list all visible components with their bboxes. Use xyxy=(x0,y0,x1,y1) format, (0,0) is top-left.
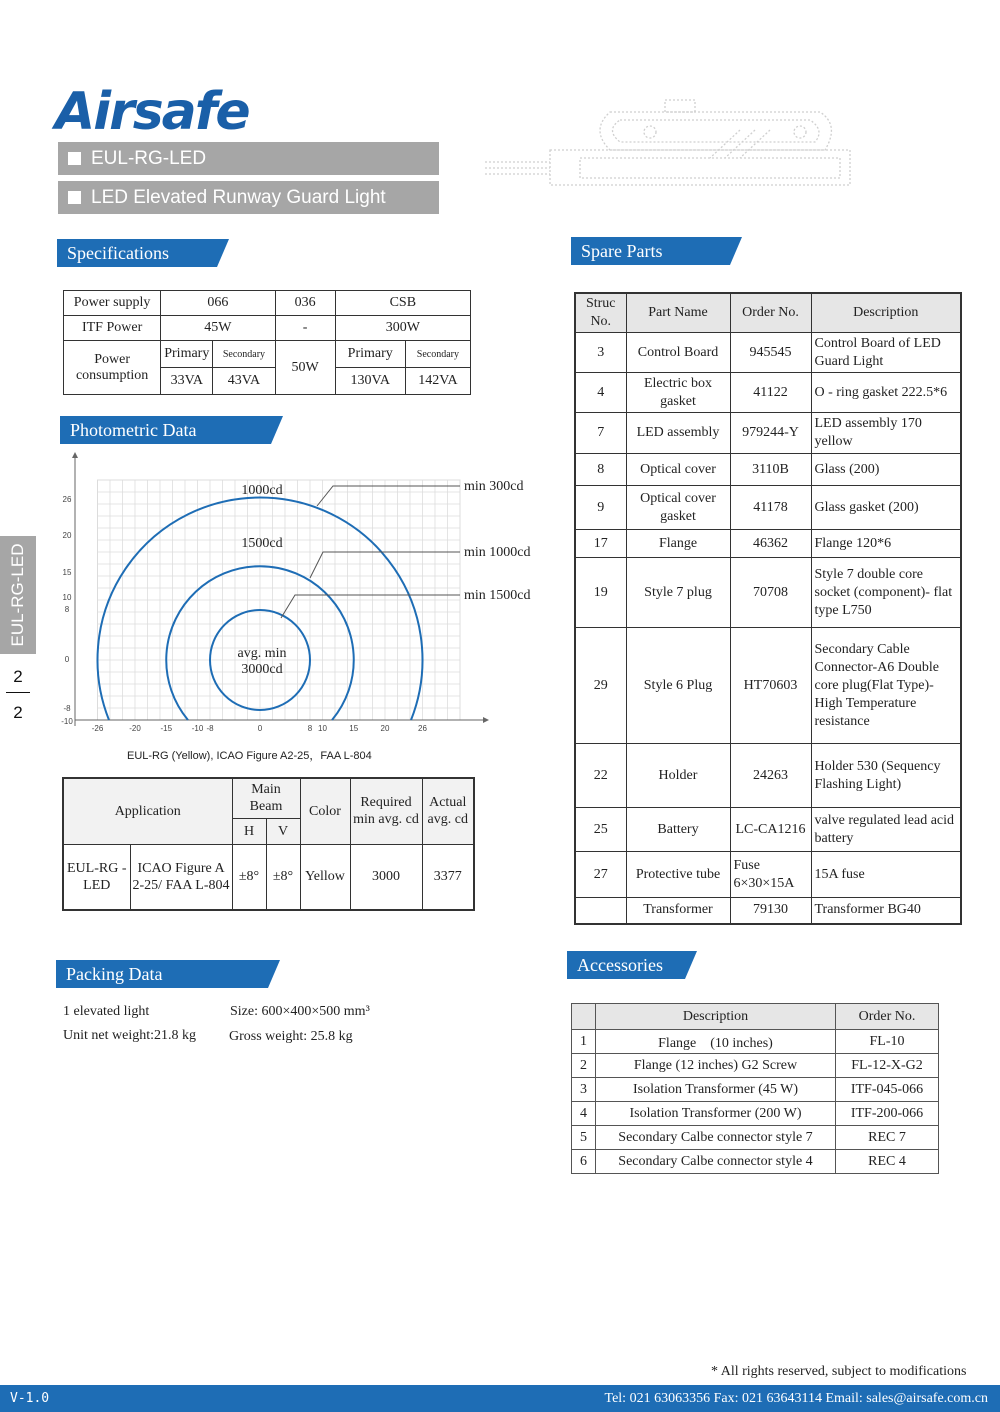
x-tick-label: -26 xyxy=(91,724,104,733)
table-cell: 29 xyxy=(575,628,626,744)
table-cell: 41122 xyxy=(730,373,811,413)
table-cell: Transformer BG40 xyxy=(811,898,961,924)
table-header: V xyxy=(266,818,300,844)
table-cell: Flange (12 inches) G2 Screw xyxy=(596,1054,836,1078)
version-label: V-1.0 xyxy=(10,1391,50,1406)
table-header: Part Name xyxy=(626,293,730,333)
table-cell: 43VA xyxy=(213,368,275,395)
table-cell: Control Board xyxy=(626,333,730,373)
table-cell: Battery xyxy=(626,808,730,852)
table-cell: Secondary Calbe connector style 7 xyxy=(596,1126,836,1150)
x-tick-label: 20 xyxy=(380,724,390,733)
section-header-spare-parts xyxy=(571,237,742,265)
packing-line-net-weight: Unit net weight:21.8 kg xyxy=(63,1028,196,1043)
table-cell: 4 xyxy=(575,373,626,413)
title-bar-product xyxy=(58,181,439,214)
contact-info: Tel: 021 63063356 Fax: 021 63643114 Email: sales@airsafe.com.cn xyxy=(604,1391,988,1406)
table-row xyxy=(575,333,961,373)
table-cell: ±8° xyxy=(232,844,266,910)
table-cell: Electric box gasket xyxy=(626,373,730,413)
table-cell: HT70603 xyxy=(730,628,811,744)
table-cell: 945545 xyxy=(730,333,811,373)
table-row xyxy=(575,454,961,486)
table-row xyxy=(572,1126,939,1150)
table-cell: Transformer xyxy=(626,898,730,924)
table-cell: Yellow xyxy=(300,844,350,910)
x-tick-label: 8 xyxy=(307,724,313,733)
table-header: Required min avg. cd xyxy=(350,778,422,844)
table-cell: ±8° xyxy=(266,844,300,910)
y-tick-label: 26 xyxy=(62,495,72,504)
table-row xyxy=(572,1102,939,1126)
x-tick-label: 0 xyxy=(257,724,263,733)
table-row xyxy=(575,852,961,898)
table-cell: 2 xyxy=(572,1054,596,1078)
table-cell: ITF-045-066 xyxy=(836,1078,939,1102)
table-row xyxy=(575,373,961,413)
table-header: Description xyxy=(596,1004,836,1030)
table-cell: 50W xyxy=(275,341,335,395)
table-cell: 3 xyxy=(572,1078,596,1102)
table-cell: 24263 xyxy=(730,744,811,808)
table-cell: 130VA xyxy=(335,368,405,395)
table-header xyxy=(572,1004,596,1030)
table-cell: LC-CA1216 xyxy=(730,808,811,852)
footer-bar xyxy=(0,1385,1000,1412)
table-cell: 3000 xyxy=(350,844,422,910)
product-title: LED Elevated Runway Guard Light xyxy=(91,187,386,208)
table-cell: 33VA xyxy=(161,368,213,395)
table-cell: 15A fuse xyxy=(811,852,961,898)
table-row xyxy=(575,558,961,628)
table-cell: 25 xyxy=(575,808,626,852)
table-row xyxy=(572,1078,939,1102)
packing-line-qty: 1 elevated light xyxy=(63,1004,150,1019)
table-cell: Secondary Cable Connector-A6 Double core plug(Flat Type)-High Temperature resistance xyxy=(811,628,961,744)
square-bullet-icon xyxy=(68,152,81,165)
table-cell: 3 xyxy=(575,333,626,373)
table-cell: Isolation Transformer (200 W) xyxy=(596,1102,836,1126)
spare-parts-table xyxy=(574,292,962,925)
table-header: Application xyxy=(63,778,232,844)
section-header-packing xyxy=(56,960,280,988)
table-row xyxy=(575,413,961,454)
table-row xyxy=(575,486,961,530)
specifications-table xyxy=(63,290,471,395)
contour-label: avg. min xyxy=(237,646,287,661)
table-cell: 8 xyxy=(575,454,626,486)
table-cell: 22 xyxy=(575,744,626,808)
table-cell: FL-12-X-G2 xyxy=(836,1054,939,1078)
table-cell: ICAO Figure A 2-25/ FAA L-804 xyxy=(130,844,232,910)
table-cell: Optical cover gasket xyxy=(626,486,730,530)
table-cell: Primary xyxy=(161,341,213,368)
table-cell: 1 xyxy=(572,1030,596,1054)
section-title: Spare Parts xyxy=(581,241,663,261)
y-tick-label: 20 xyxy=(62,531,72,540)
annotation-label: min 1000cd xyxy=(464,545,531,560)
table-cell: 27 xyxy=(575,852,626,898)
table-cell: 036 xyxy=(275,291,335,316)
table-cell: Protective tube xyxy=(626,852,730,898)
table-cell: Secondary xyxy=(213,341,275,368)
table-cell: ITF-200-066 xyxy=(836,1102,939,1126)
table-row xyxy=(572,1030,939,1054)
square-bullet-icon xyxy=(68,191,81,204)
rights-notice: * All rights reserved, subject to modifications xyxy=(711,1364,967,1379)
table-cell: Glass (200) xyxy=(811,454,961,486)
table-cell: 142VA xyxy=(405,368,470,395)
table-cell: Optical cover xyxy=(626,454,730,486)
table-row xyxy=(575,628,961,744)
application-table xyxy=(62,777,475,911)
table-row xyxy=(63,844,474,910)
x-tick-label: -8 xyxy=(206,724,214,733)
table-cell: 4 xyxy=(572,1102,596,1126)
table-cell: Secondary xyxy=(405,341,470,368)
table-cell: Holder 530 (Sequency Flashing Light) xyxy=(811,744,961,808)
table-cell: Flange (10 inches) xyxy=(596,1030,836,1054)
table-cell: 979244-Y xyxy=(730,413,811,454)
table-cell: 7 xyxy=(575,413,626,454)
table-cell: Style 7 plug xyxy=(626,558,730,628)
x-tick-label: 10 xyxy=(318,724,327,733)
y-tick-label: -10 xyxy=(61,717,73,726)
table-cell: 41178 xyxy=(730,486,811,530)
table-header: Struc No. xyxy=(575,293,626,333)
table-cell: 6 xyxy=(572,1150,596,1174)
table-cell: Secondary Calbe connector style 4 xyxy=(596,1150,836,1174)
table-cell: 17 xyxy=(575,530,626,558)
chart-caption: EUL-RG (Yellow), ICAO Figure A2-25，FAA L-804 xyxy=(127,750,372,762)
table-header: Order No. xyxy=(730,293,811,333)
table-cell: EUL-RG -LED xyxy=(63,844,130,910)
table-cell: Power supply xyxy=(64,291,161,316)
side-tab xyxy=(0,536,36,654)
table-cell: 5 xyxy=(572,1126,596,1150)
table-cell: 70708 xyxy=(730,558,811,628)
x-tick-label: -10 xyxy=(191,724,204,733)
table-row xyxy=(575,898,961,924)
table-cell: Flange 120*6 xyxy=(811,530,961,558)
table-cell: FL-10 xyxy=(836,1030,939,1054)
table-cell: 300W xyxy=(335,316,470,341)
title-bar-model xyxy=(58,142,439,175)
x-tick-label: 26 xyxy=(418,724,427,733)
table-row xyxy=(575,808,961,852)
table-cell: Flange xyxy=(626,530,730,558)
x-tick-label: -15 xyxy=(160,724,173,733)
table-cell: LED assembly xyxy=(626,413,730,454)
model-title: EUL-RG-LED xyxy=(91,148,207,169)
contour-label: 1500cd xyxy=(241,536,283,551)
table-row xyxy=(575,530,961,558)
y-tick-label: 15 xyxy=(62,568,72,577)
table-cell: 19 xyxy=(575,558,626,628)
page-divider xyxy=(6,692,30,693)
y-tick-label: 8 xyxy=(64,605,70,614)
page-total: 2 xyxy=(13,703,23,722)
photometric-chart xyxy=(55,450,545,745)
table-cell: 3110B xyxy=(730,454,811,486)
packing-line-gross-weight: Gross weight: 25.8 kg xyxy=(229,1029,353,1044)
accessories-table xyxy=(571,1003,939,1174)
x-axis-arrow-icon xyxy=(483,717,489,723)
table-row xyxy=(575,293,961,333)
table-cell: 46362 xyxy=(730,530,811,558)
table-cell: - xyxy=(275,316,335,341)
table-cell: Control Board of LED Guard Light xyxy=(811,333,961,373)
table-row xyxy=(64,316,471,341)
table-row xyxy=(572,1054,939,1078)
page-number: 2 xyxy=(13,667,23,686)
table-cell: 066 xyxy=(161,291,275,316)
table-cell: LED assembly 170 yellow xyxy=(811,413,961,454)
table-header: Actual avg. cd xyxy=(422,778,474,844)
table-cell: CSB xyxy=(335,291,470,316)
y-axis-arrow-icon xyxy=(72,452,78,458)
table-cell: Power consumption xyxy=(64,341,161,395)
contour-label: 3000cd xyxy=(241,662,283,677)
table-cell: 9 xyxy=(575,486,626,530)
table-row xyxy=(64,291,471,316)
table-cell: Style 7 double core socket (component)- flat type L750 xyxy=(811,558,961,628)
section-title: Photometric Data xyxy=(70,420,197,440)
table-cell: Style 6 Plug xyxy=(626,628,730,744)
table-cell: O - ring gasket 222.5*6 xyxy=(811,373,961,413)
table-row xyxy=(63,778,474,818)
table-cell: Primary xyxy=(335,341,405,368)
product-drawing-image xyxy=(480,80,860,205)
table-cell: ITF Power xyxy=(64,316,161,341)
annotation-label: min 1500cd xyxy=(464,588,531,603)
table-row xyxy=(64,341,471,368)
table-row xyxy=(572,1004,939,1030)
y-tick-label: 10 xyxy=(62,593,72,602)
y-tick-label: -8 xyxy=(63,704,71,713)
table-header: Color xyxy=(300,778,350,844)
table-header: Description xyxy=(811,293,961,333)
table-cell: Isolation Transformer (45 W) xyxy=(596,1078,836,1102)
table-cell: REC 7 xyxy=(836,1126,939,1150)
table-cell: valve regulated lead acid battery xyxy=(811,808,961,852)
table-cell: Fuse 6×30×15A xyxy=(730,852,811,898)
table-cell: 3377 xyxy=(422,844,474,910)
table-cell: Glass gasket (200) xyxy=(811,486,961,530)
packing-line-size: Size: 600×400×500 mm³ xyxy=(230,1004,370,1019)
table-row xyxy=(575,744,961,808)
x-tick-label: -20 xyxy=(129,724,141,733)
table-cell: 45W xyxy=(161,316,275,341)
section-title: Packing Data xyxy=(66,964,163,984)
table-cell: Holder xyxy=(626,744,730,808)
table-header: Order No. xyxy=(836,1004,939,1030)
section-header-photometric xyxy=(60,416,283,444)
y-tick-label: 0 xyxy=(64,655,70,664)
table-cell xyxy=(575,898,626,924)
x-tick-label: 15 xyxy=(349,724,359,733)
table-cell: 79130 xyxy=(730,898,811,924)
section-header-accessories xyxy=(567,951,697,979)
table-header: Main Beam xyxy=(232,778,300,818)
side-tab-label: EUL-RG-LED xyxy=(8,543,27,647)
chart-grid xyxy=(98,480,461,720)
table-row xyxy=(572,1150,939,1174)
airsafe-logo: Airsafe xyxy=(55,82,249,142)
section-title: Specifications xyxy=(67,243,169,263)
section-header-specifications xyxy=(57,239,229,267)
table-cell: REC 4 xyxy=(836,1150,939,1174)
annotation-label: min 300cd xyxy=(464,479,524,494)
contour-label: 1000cd xyxy=(241,483,283,498)
table-header: H xyxy=(232,818,266,844)
section-title: Accessories xyxy=(577,955,663,975)
